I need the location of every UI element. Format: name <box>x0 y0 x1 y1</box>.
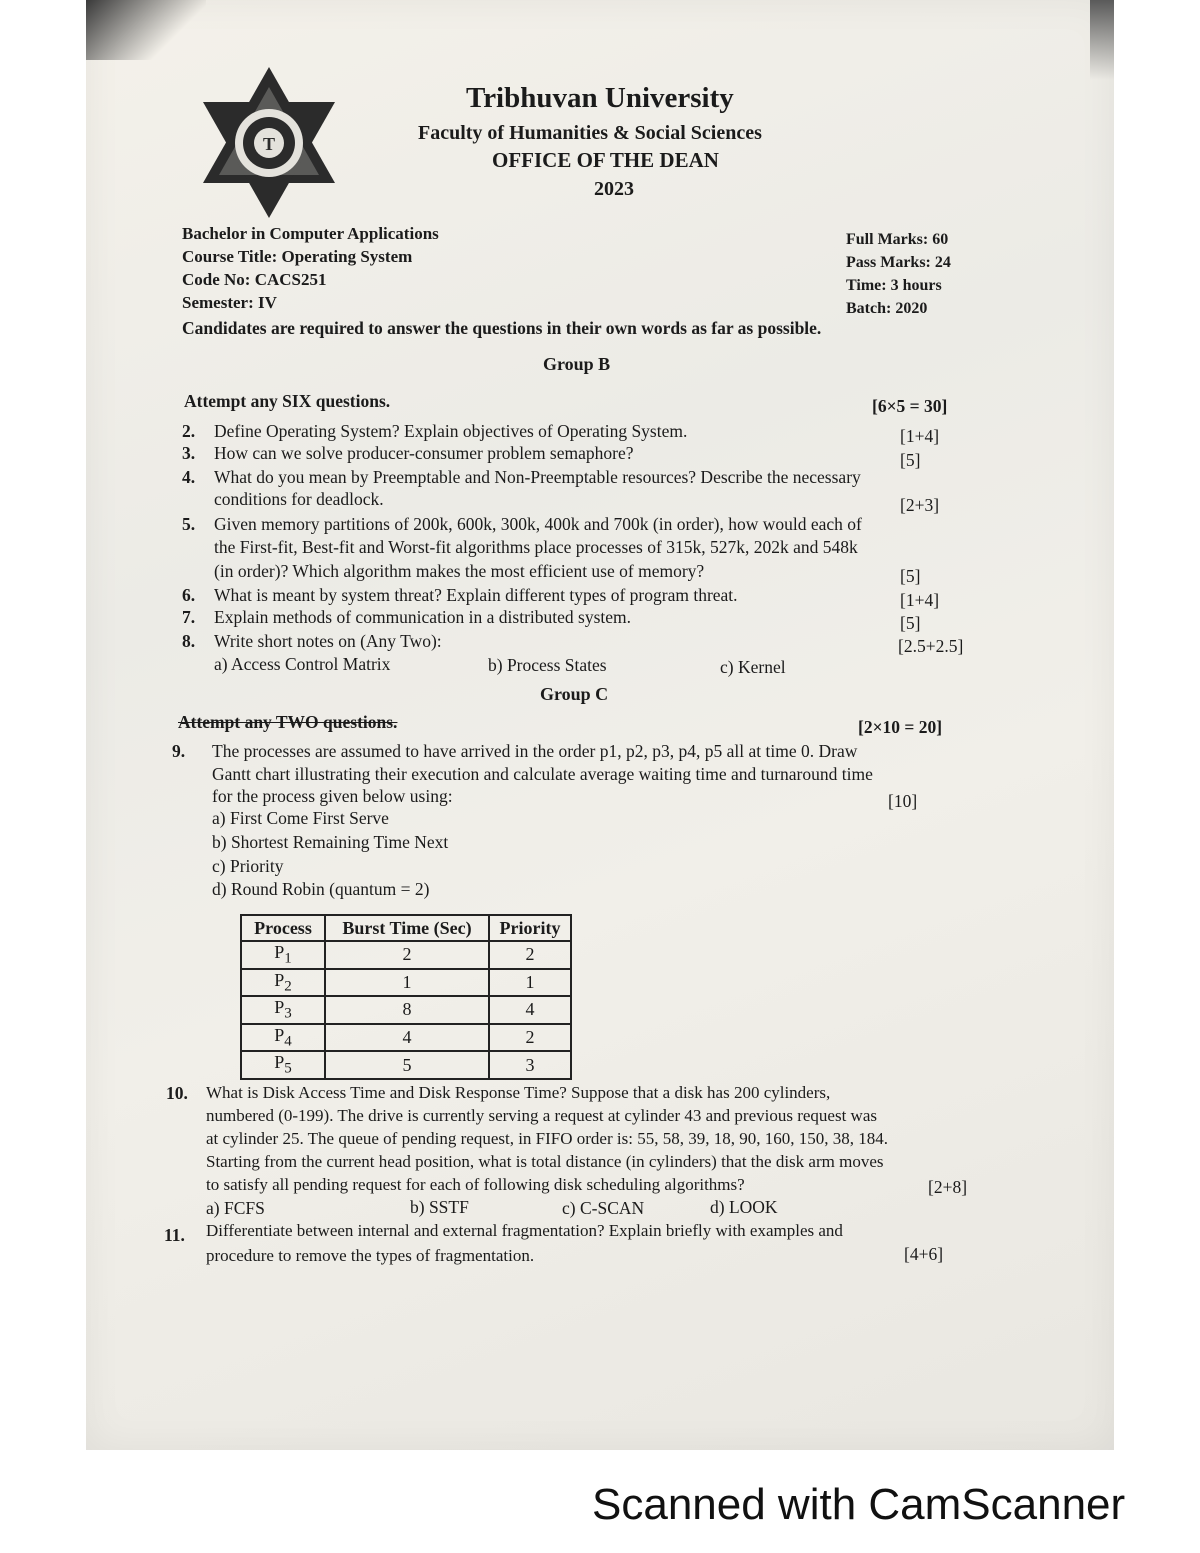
q10-option-c: c) C-SCAN <box>562 1198 645 1218</box>
burst-cell: 1 <box>325 969 489 997</box>
process-cell <box>241 941 325 969</box>
q8-option-a: a) Access Control Matrix <box>214 654 391 674</box>
svg-text:T: T <box>262 134 276 154</box>
question-text: Write short notes on (Any Two): <box>214 631 442 651</box>
question-marks: [5] <box>900 450 921 470</box>
question-marks: [5] <box>900 566 921 586</box>
course-code: Code No: CACS251 <box>182 270 327 289</box>
group-b-marks: [6×5 = 30] <box>872 396 948 416</box>
question-text: How can we solve producer-consumer problem semaphore? <box>214 443 634 463</box>
question-number: 9. <box>172 741 186 761</box>
course-title: Course Title: Operating System <box>182 247 413 266</box>
process-sub: 4 <box>284 1033 292 1050</box>
question-text: to satisfy all pending request for each of following disk scheduling algorithms? <box>206 1175 745 1194</box>
question-marks: [4+6] <box>904 1244 944 1264</box>
question-number: 6. <box>182 585 196 605</box>
paper-shadow <box>86 0 206 60</box>
question-marks: [2.5+2.5] <box>898 636 964 656</box>
burst-cell: 8 <box>325 996 489 1024</box>
question-number: 4. <box>182 467 196 487</box>
question-text: the First-fit, Best-fit and Worst-fit algorithms place processes of 315k, 527k, 202k and 548k <box>214 537 858 557</box>
question-number: 8. <box>182 631 196 651</box>
table-row <box>241 1024 571 1052</box>
question-text: conditions for deadlock. <box>214 489 384 509</box>
q9-option-a: a) First Come First Serve <box>212 808 389 828</box>
question-text: Explain methods of communication in a distributed system. <box>214 607 632 627</box>
question-text: Given memory partitions of 200k, 600k, 300k, 400k and 700k (in order), how would each of <box>214 514 862 534</box>
office-name: OFFICE OF THE DEAN <box>492 148 719 172</box>
question-number: 3. <box>182 443 196 463</box>
table-row <box>241 996 571 1024</box>
instruction: Candidates are required to answer the questions in their own words as far as possible. <box>182 318 822 338</box>
question-number: 10. <box>166 1083 188 1103</box>
question-text: Define Operating System? Explain objectives of Operating System. <box>214 421 688 441</box>
full-marks: Full Marks: 60 <box>846 231 949 248</box>
question-number: 2. <box>182 421 196 441</box>
question-marks: [10] <box>888 791 918 811</box>
process-letter: P <box>274 997 285 1018</box>
q10-option-a: a) FCFS <box>206 1198 265 1218</box>
process-sub: 2 <box>284 978 292 995</box>
question-text: at cylinder 25. The queue of pending request, in FIFO order is: 55, 58, 39, 18, 90, 160, 150, 38, 184. <box>206 1129 888 1148</box>
priority-cell: 2 <box>489 941 571 969</box>
question-text: Gantt chart illustrating their execution and calculate average waiting time and turnaround time <box>212 764 873 784</box>
question-text: The processes are assumed to have arrived in the order p1, p2, p3, p4, p5 all at time 0. Draw <box>212 741 858 761</box>
process-letter: P <box>274 969 285 990</box>
question-text: numbered (0-199). The drive is currently serving a request at cylinder 43 and previous request was <box>206 1106 877 1125</box>
question-text: Differentiate between internal and external fragmentation? Explain briefly with examples and <box>206 1221 843 1240</box>
q9-option-b: b) Shortest Remaining Time Next <box>212 832 449 852</box>
process-letter: P <box>274 942 285 962</box>
group-c-attempt: Attempt any TWO questions. <box>178 712 398 732</box>
paper-shadow-right <box>1090 0 1114 80</box>
question-number: 11. <box>164 1225 185 1245</box>
question-text: What is Disk Access Time and Disk Response Time? Suppose that a disk has 200 cylinders, <box>206 1083 831 1102</box>
group-b-attempt: Attempt any SIX questions. <box>184 391 391 411</box>
process-cell <box>241 996 325 1024</box>
question-marks: [2+8] <box>928 1177 968 1197</box>
process-table <box>240 914 572 1080</box>
burst-cell: 5 <box>325 1051 489 1079</box>
priority-cell: 4 <box>489 996 571 1024</box>
group-c-marks: [2×10 = 20] <box>858 717 943 737</box>
question-text: procedure to remove the types of fragmentation. <box>206 1246 535 1265</box>
process-cell <box>241 1024 325 1052</box>
table-row <box>241 941 571 969</box>
process-sub: 1 <box>284 950 292 967</box>
exam-year: 2023 <box>594 178 634 200</box>
faculty-name: Faculty of Humanities & Social Sciences <box>418 122 762 144</box>
question-marks: [1+4] <box>900 590 940 610</box>
program: Bachelor in Computer Applications <box>182 224 439 243</box>
priority-cell: 1 <box>489 969 571 997</box>
process-cell <box>241 1051 325 1079</box>
table-header-row <box>241 915 571 941</box>
table-row <box>241 969 571 997</box>
pass-marks: Pass Marks: 24 <box>846 254 951 271</box>
question-number: 7. <box>182 607 196 627</box>
table-header: Priority <box>489 915 571 941</box>
process-sub: 5 <box>284 1060 292 1077</box>
burst-cell: 4 <box>325 1024 489 1052</box>
q10-option-b: b) SSTF <box>410 1197 469 1217</box>
process-letter: P <box>274 1052 285 1073</box>
question-text: (in order)? Which algorithm makes the most efficient use of memory? <box>214 561 705 581</box>
q10-option-d: d) LOOK <box>710 1197 778 1217</box>
table-header: Burst Time (Sec) <box>325 915 489 941</box>
burst-cell: 2 <box>325 941 489 969</box>
q9-option-c: c) Priority <box>212 856 284 876</box>
priority-cell: 2 <box>489 1024 571 1052</box>
university-name: Tribhuvan University <box>466 82 734 114</box>
question-marks: [2+3] <box>900 495 940 515</box>
question-text: What is meant by system threat? Explain different types of program threat. <box>214 585 738 605</box>
priority-cell: 3 <box>489 1051 571 1079</box>
question-marks: [1+4] <box>900 426 940 446</box>
question-number: 5. <box>182 514 196 534</box>
q8-option-c: c) Kernel <box>720 657 786 677</box>
q8-option-b: b) Process States <box>488 655 607 675</box>
process-sub: 3 <box>284 1005 292 1022</box>
process-letter: P <box>274 1024 285 1045</box>
batch: Batch: 2020 <box>846 300 928 317</box>
camscanner-watermark: Scanned with CamScanner <box>592 1480 1126 1529</box>
question-marks: [5] <box>900 613 921 633</box>
question-text: for the process given below using: <box>212 786 453 806</box>
table-row <box>241 1051 571 1079</box>
university-seal-logo <box>195 65 343 220</box>
process-cell <box>241 969 325 997</box>
question-text: What do you mean by Preemptable and Non-Preemptable resources? Describe the necessary <box>214 467 861 487</box>
table-header: Process <box>241 915 325 941</box>
semester: Semester: IV <box>182 293 277 312</box>
group-b-title: Group B <box>543 354 611 374</box>
q9-option-d: d) Round Robin (quantum = 2) <box>212 879 430 899</box>
group-c-title: Group C <box>540 684 609 704</box>
exam-time: Time: 3 hours <box>846 277 942 294</box>
question-text: Starting from the current head position, what is total distance (in cylinders) that the disk arm moves <box>206 1152 884 1171</box>
